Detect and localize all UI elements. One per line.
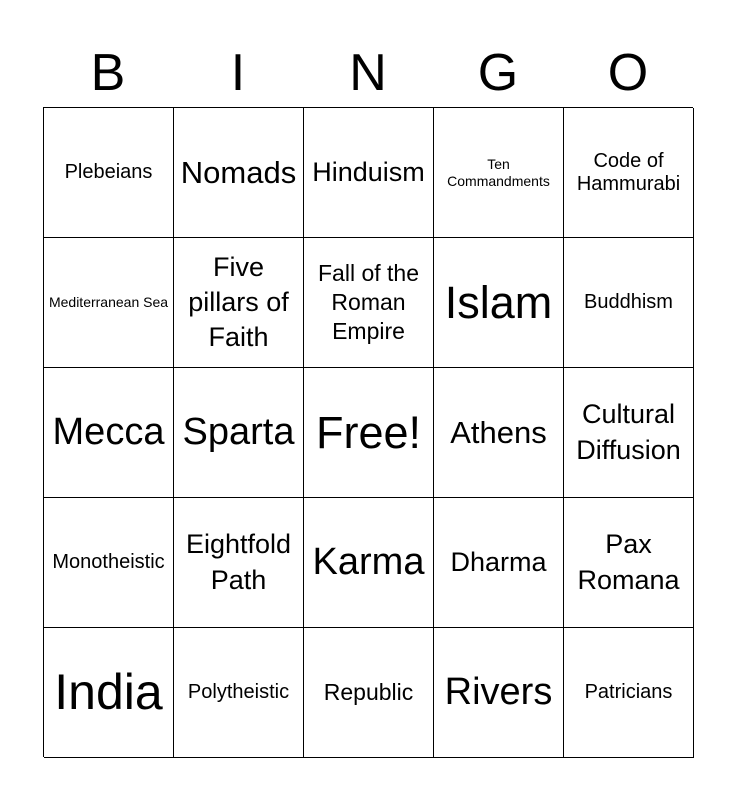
bingo-cell[interactable]: Rivers (434, 628, 564, 758)
bingo-cell[interactable]: Mediterranean Sea (44, 238, 174, 368)
bingo-cell[interactable]: Islam (434, 238, 564, 368)
bingo-cell[interactable]: India (44, 628, 174, 758)
bingo-cell[interactable]: Dharma (434, 498, 564, 628)
bingo-cell[interactable]: Fall of the Roman Empire (304, 238, 434, 368)
header-letter-i: I (230, 44, 246, 102)
bingo-cell[interactable]: Hinduism (304, 108, 434, 238)
bingo-cell[interactable]: Code of Hammurabi (564, 108, 694, 238)
header-letter-g: G (477, 44, 519, 102)
bingo-cell[interactable]: Karma (304, 498, 434, 628)
bingo-cell[interactable]: Plebeians (44, 108, 174, 238)
bingo-cell[interactable]: Republic (304, 628, 434, 758)
bingo-cell[interactable]: Buddhism (564, 238, 694, 368)
bingo-cell[interactable]: Five pillars of Faith (174, 238, 304, 368)
header-letter-b: B (90, 44, 126, 102)
free-space-cell[interactable]: Free! (304, 368, 434, 498)
bingo-cell[interactable]: Patricians (564, 628, 694, 758)
header-letter-o: O (607, 44, 649, 102)
header-letter-n: N (349, 44, 387, 102)
bingo-cell[interactable]: Ten Commandments (434, 108, 564, 238)
bingo-header (43, 40, 693, 106)
bingo-cell[interactable]: Monotheistic (44, 498, 174, 628)
bingo-cell[interactable]: Eightfold Path (174, 498, 304, 628)
bingo-cell[interactable]: Cultural Diffusion (564, 368, 694, 498)
bingo-board (43, 107, 693, 757)
bingo-cell[interactable]: Nomads (174, 108, 304, 238)
bingo-cell[interactable]: Athens (434, 368, 564, 498)
bingo-cell[interactable]: Sparta (174, 368, 304, 498)
bingo-cell[interactable]: Mecca (44, 368, 174, 498)
bingo-cell[interactable]: Polytheistic (174, 628, 304, 758)
bingo-cell[interactable]: Pax Romana (564, 498, 694, 628)
